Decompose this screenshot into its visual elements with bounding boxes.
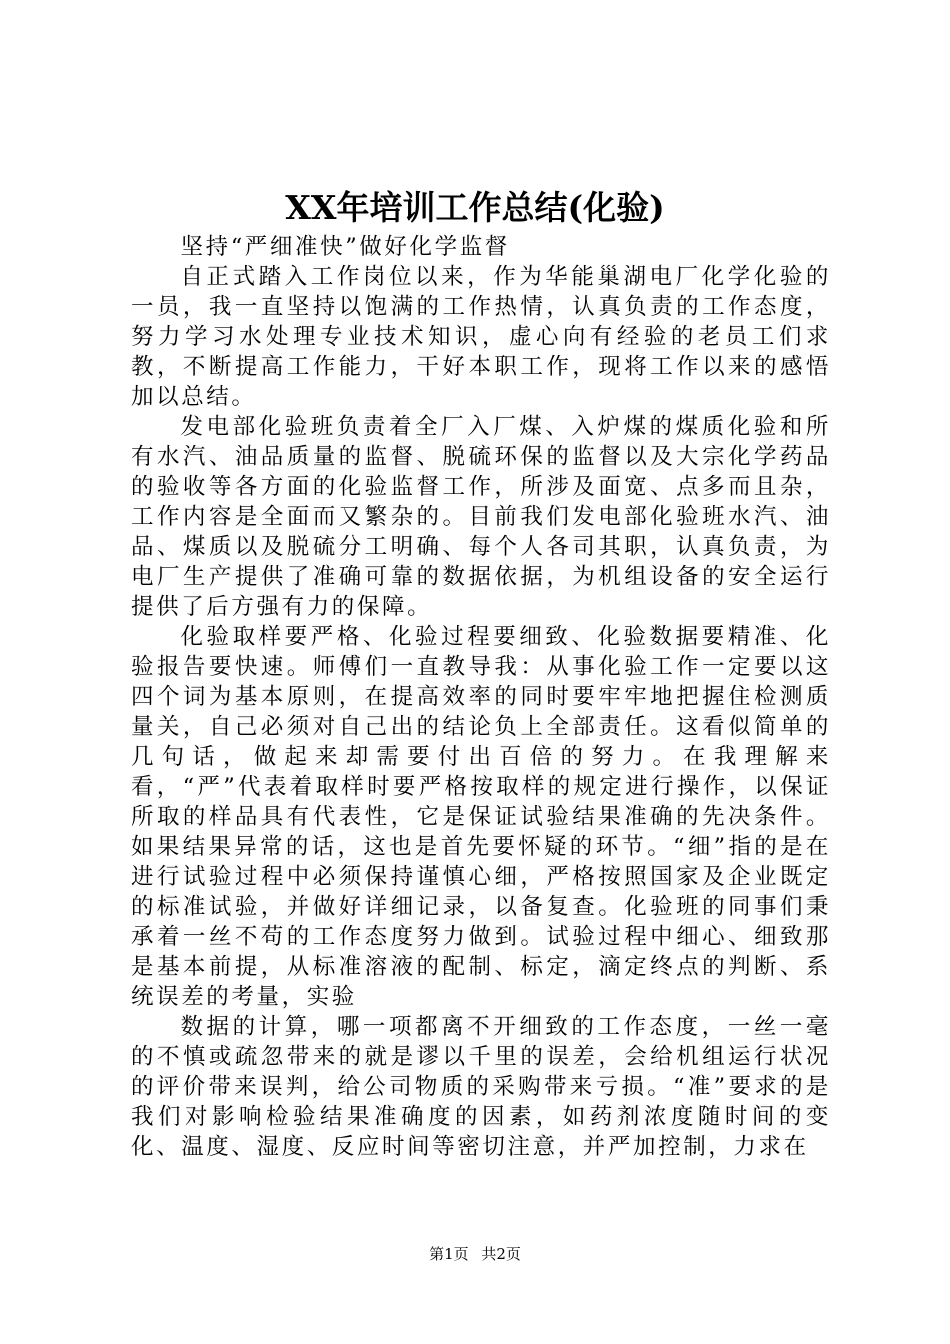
body-paragraph: 数据的计算，哪一项都离不开细致的工作态度，一丝一毫的不慎或疏忽带来的就是谬以千里的误差，会给机组运行状况的评价带来误判，给公司物质的采购带来亏损。“准”要求的是我们对影响检验结果准确度的因素，如药剂浓度随时间的变化、温度、湿度、反应时间等密切注意，并严加控制，力求在 bbox=[131, 1014, 831, 1160]
body-paragraph: 自正式踏入工作岗位以来，作为华能巢湖电厂化学化验的一员，我一直坚持以饱满的工作热情，认真负责的工作态度，努力学习水处理专业技术知识，虚心向有经验的老员工们求教，不断提高工作能力，干好本职工作，现将工作以来的感悟加以总结。 bbox=[131, 264, 831, 410]
page-footer bbox=[0, 1244, 950, 1264]
page-total: 共2页 bbox=[481, 1245, 521, 1263]
document-body bbox=[131, 232, 831, 1162]
page-number: 第1页 bbox=[429, 1245, 469, 1263]
body-paragraph: 发电部化验班负责着全厂入厂煤、入炉煤的煤质化验和所有水汽、油品质量的监督、脱硫环保的监督以及大宗化学药品的验收等各方面的化验监督工作，所涉及面宽、点多而且杂，工作内容是全面而又繁杂的。目前我们发电部化验班水汽、油品、煤质以及脱硫分工明确、每个人各司其职，认真负责，为电厂生产提供了准确可靠的数据依据，为机组设备的安全运行提供了后方强有力的保障。 bbox=[131, 414, 831, 620]
body-paragraph: 化验取样要严格、化验过程要细致、化验数据要精准、化验报告要快速。师傅们一直教导我：从事化验工作一定要以这四个词为基本原则，在提高效率的同时要牢牢地把握住检测质量关，自己必须对自己出的结论负上全部责任。这看似简单的几句话，做起来却需要付出百倍的努力。在我理解来看，“严”代表着取样时要严格按取样的规定进行操作，以保证所取的样品具有代表性，它是保证试验结果准确的先决条件。如果结果异常的话，这也是首先要怀疑的环节。“细”指的是在进行试验过程中必须保持谨慎心细，严格按照国家及企业既定的标准试验，并做好详细记录，以备复查。化验班的同事们秉承着一丝不苟的工作态度努力做到。试验过程中细心、细致那是基本前提，从标准溶液的配制、标定，滴定终点的判断、系统误差的考量，实验 bbox=[131, 624, 831, 1010]
document-title: XX年培训工作总结(化验) bbox=[285, 188, 665, 227]
subtitle-paragraph: 坚持“严细准快”做好化学监督 bbox=[180, 234, 510, 260]
